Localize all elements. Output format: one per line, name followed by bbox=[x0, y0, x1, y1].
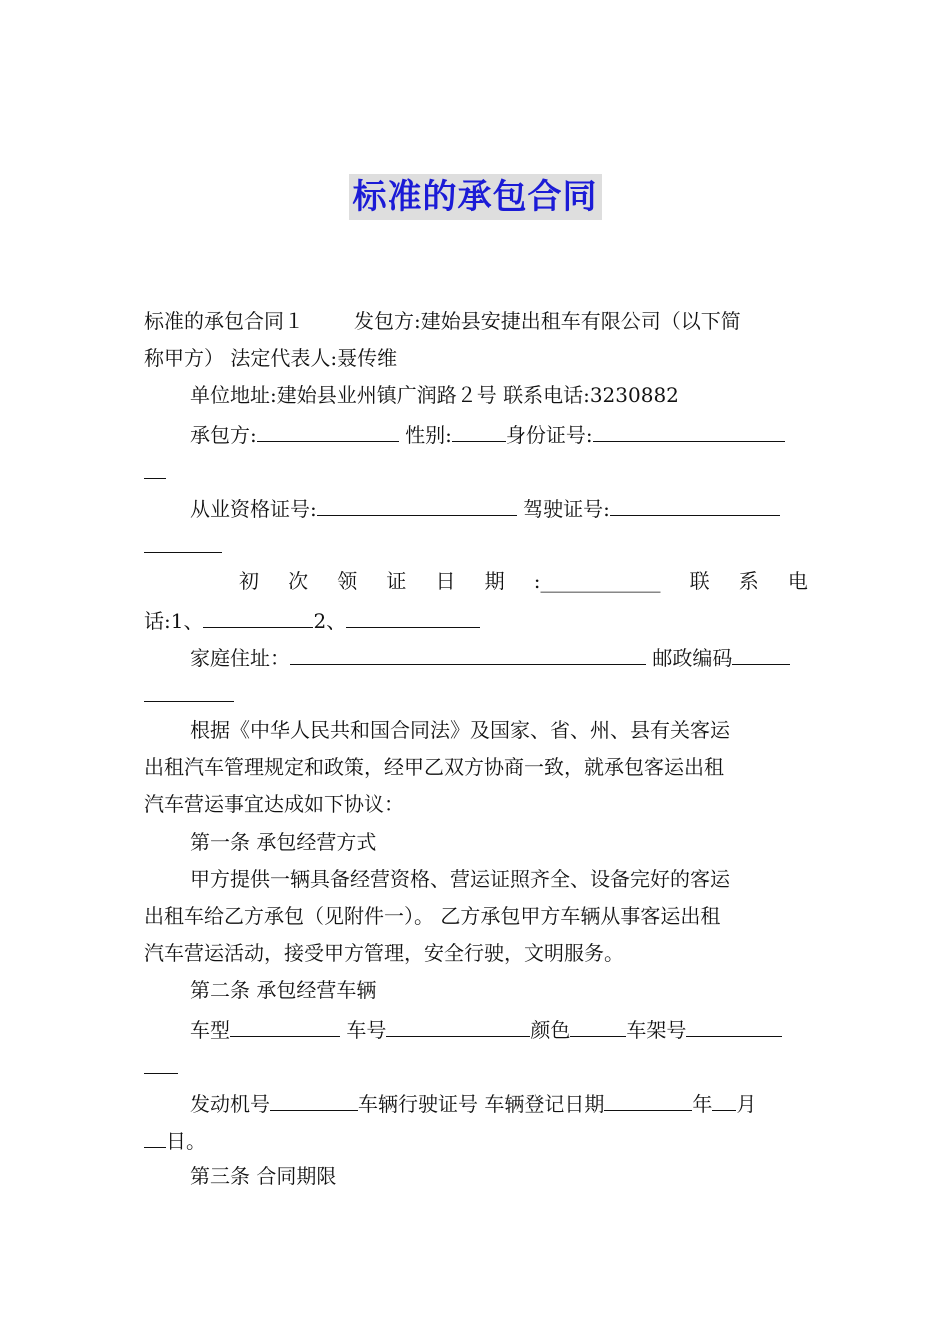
postal-blank-cont bbox=[144, 675, 808, 712]
vehicle-line bbox=[144, 1010, 808, 1047]
home-line bbox=[144, 638, 808, 675]
contractor-name-blank[interactable] bbox=[257, 415, 399, 442]
para-intro-line1 bbox=[144, 303, 808, 340]
reg-month-blank[interactable] bbox=[712, 1084, 736, 1111]
cert-line bbox=[144, 489, 808, 526]
intro-heading: 标准的承包合同１ bbox=[144, 309, 304, 333]
fc-char-6: 期 bbox=[484, 569, 505, 594]
day-line bbox=[144, 1121, 808, 1158]
article2-heading: 第二条 承包经营车辆 bbox=[190, 978, 377, 1003]
postal-blank-tail[interactable] bbox=[144, 675, 234, 702]
fc-char-5: 日 bbox=[435, 569, 456, 594]
contractor-line bbox=[144, 415, 808, 452]
year-label: 年 bbox=[692, 1091, 713, 1116]
article1-line3: 汽车营运活动，接受甲方管理，安全行驶，文明服务。 bbox=[144, 941, 624, 966]
basis-line2: 出租汽车管理规定和政策，经甲乙双方协商一致，就承包客运出租 bbox=[144, 755, 724, 780]
postal-blank[interactable] bbox=[732, 638, 790, 665]
type-blank[interactable] bbox=[230, 1010, 340, 1037]
frame-blank[interactable] bbox=[686, 1010, 782, 1037]
fc-char-2: 次 bbox=[288, 569, 309, 594]
engine-blank[interactable] bbox=[270, 1084, 358, 1111]
address-line: 单位地址:建始县业州镇广润路２号 联系电话:3230882 bbox=[190, 383, 679, 408]
para-intro-line2: 称甲方） 法定代表人:聂传维 bbox=[144, 346, 398, 371]
license-blank-cont bbox=[144, 526, 808, 563]
contractor-label: 承包方: bbox=[190, 422, 257, 447]
article3-heading: 第三条 合同期限 bbox=[190, 1164, 337, 1189]
article1-line1: 甲方提供一辆具备经营资格、营运证照齐全、设备完好的客运 bbox=[190, 866, 730, 891]
document-title: 标准的承包合同 bbox=[349, 174, 602, 220]
fc-char-8: 系 bbox=[738, 569, 759, 594]
home-label: 家庭住址： bbox=[190, 645, 290, 670]
frame-blank-tail[interactable] bbox=[144, 1047, 178, 1074]
phone-1-blank[interactable] bbox=[203, 601, 313, 628]
intro-party-a: 发包方:建始县安捷出租车有限公司（以下简 bbox=[354, 309, 741, 333]
plate-blank[interactable] bbox=[386, 1010, 530, 1037]
plate-label: 车号 bbox=[340, 1017, 387, 1042]
license-label: 驾驶证号: bbox=[516, 496, 610, 521]
type-label: 车型 bbox=[190, 1017, 230, 1042]
phone-2-blank[interactable] bbox=[346, 601, 480, 628]
month-label: 月 bbox=[736, 1091, 757, 1116]
engine-label: 发动机号 bbox=[190, 1091, 270, 1116]
phone-2-label: 2、 bbox=[313, 608, 347, 633]
home-blank[interactable] bbox=[290, 638, 646, 665]
article1-line2: 出租车给乙方承包（见附件一）。 乙方承包甲方车辆从事客运出租 bbox=[144, 904, 721, 928]
id-blank-tail[interactable] bbox=[144, 452, 166, 479]
fc-date-blank[interactable]: :____________ bbox=[533, 569, 661, 594]
gender-blank[interactable] bbox=[452, 415, 506, 442]
phone-1-label: 话:1、 bbox=[144, 608, 204, 633]
document-body bbox=[144, 303, 808, 1196]
fc-char-3: 领 bbox=[337, 569, 358, 594]
article1-heading: 第一条 承包经营方式 bbox=[190, 829, 377, 854]
reg-day-blank[interactable] bbox=[144, 1121, 166, 1148]
first-cert-line bbox=[144, 563, 808, 600]
fc-char-7: 联 bbox=[689, 569, 710, 594]
day-label: 日。 bbox=[166, 1129, 206, 1154]
id-blank-cont bbox=[144, 452, 808, 489]
color-blank[interactable] bbox=[570, 1010, 626, 1037]
license-blank[interactable] bbox=[610, 489, 780, 516]
frame-label: 车架号 bbox=[626, 1017, 687, 1042]
basis-line3: 汽车营运事宜达成如下协议： bbox=[144, 792, 404, 817]
postal-label: 邮政编码 bbox=[646, 645, 733, 670]
frame-blank-cont bbox=[144, 1047, 808, 1084]
reg-label: 车辆行驶证号 车辆登记日期 bbox=[358, 1091, 605, 1116]
id-label: 身份证号: bbox=[505, 422, 593, 447]
phone-line bbox=[144, 601, 808, 638]
color-label: 颜色 bbox=[530, 1017, 571, 1042]
qual-blank[interactable] bbox=[317, 489, 517, 516]
id-blank[interactable] bbox=[593, 415, 785, 442]
fc-char-1: 初 bbox=[239, 569, 259, 594]
gender-label: 性别: bbox=[398, 422, 452, 447]
license-blank-tail[interactable] bbox=[144, 526, 222, 553]
basis-line1: 根据《中华人民共和国合同法》及国家、省、州、县有关客运 bbox=[190, 718, 730, 743]
reg-year-blank[interactable] bbox=[604, 1084, 692, 1111]
title-wrap bbox=[0, 174, 950, 220]
qual-label: 从业资格证号: bbox=[190, 496, 317, 521]
fc-char-9: 电 bbox=[787, 569, 808, 594]
fc-char-4: 证 bbox=[386, 569, 407, 594]
engine-line bbox=[144, 1084, 808, 1121]
